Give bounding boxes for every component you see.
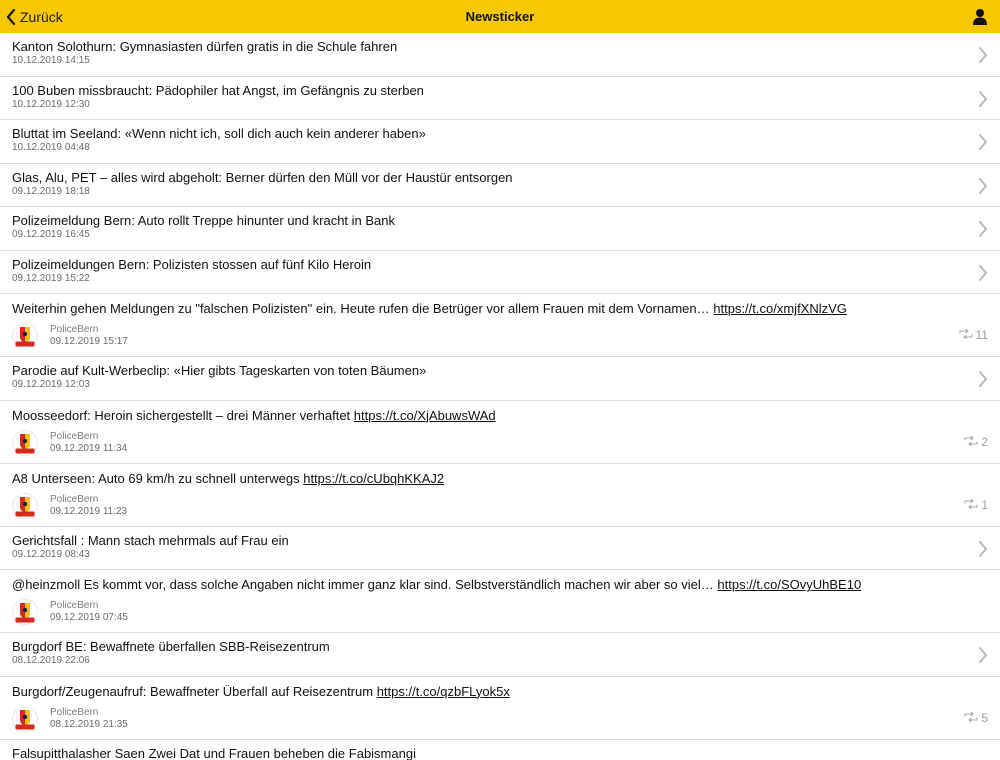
tweet-date: 09.12.2019 07:45 bbox=[50, 612, 128, 623]
retweet-icon bbox=[964, 435, 981, 449]
chevron-right-icon bbox=[978, 47, 988, 68]
chevron-right-icon bbox=[978, 541, 988, 562]
page-title: Newsticker bbox=[465, 9, 535, 24]
chevron-right-icon bbox=[978, 265, 988, 286]
tweet-date: 09.12.2019 11:34 bbox=[50, 442, 128, 454]
tweet-text: Moosseedorf: Heroin sichergestellt – drei Männer verhaftet https://t.co/XjAbuwsWAd bbox=[12, 407, 496, 423]
retweet-count: 5 bbox=[964, 711, 988, 725]
news-row[interactable] bbox=[0, 33, 1000, 77]
news-title: Polizeimeldung Bern: Auto rollt Treppe hinunter und kracht in Bank bbox=[12, 213, 396, 228]
news-title: Burgdorf BE: Bewaffnete überfallen SBB-Reisezentrum bbox=[12, 639, 330, 654]
news-date: 10.12.2019 04:48 bbox=[12, 142, 90, 153]
back-label: Zurück bbox=[20, 8, 63, 25]
news-row[interactable] bbox=[0, 77, 1000, 121]
tweet-author: PoliceBern bbox=[50, 706, 99, 718]
news-title: Polizeimeldungen Bern: Polizisten stossen auf fünf Kilo Heroin bbox=[12, 256, 372, 272]
retweet-count: 1 bbox=[964, 498, 988, 512]
tweet-date: 09.12.2019 11:23 bbox=[50, 505, 128, 517]
chevron-right-icon bbox=[978, 221, 988, 242]
news-title: Glas, Alu, PET – alles wird abgeholt: Berner dürfen den Müll vor der Haustür entsorgen bbox=[12, 169, 513, 185]
retweet-icon bbox=[964, 711, 981, 725]
news-title: 100 Buben missbraucht: Pädophiler hat Angst, im Gefängnis zu sterben bbox=[12, 82, 424, 98]
tweet-row[interactable] bbox=[0, 294, 1000, 357]
news-date: 08.12.2019 22:06 bbox=[12, 655, 90, 666]
tweet-author: PoliceBern bbox=[50, 493, 99, 505]
police-bern-logo bbox=[12, 323, 38, 349]
news-date: 10.12.2019 14:15 bbox=[12, 55, 90, 66]
news-date: 09.12.2019 18:18 bbox=[12, 185, 90, 197]
chevron-right-icon bbox=[978, 647, 988, 668]
person-icon[interactable] bbox=[972, 8, 988, 25]
tweet-link[interactable]: https://t.co/cUbqhKKAJ2 bbox=[303, 470, 445, 486]
chevron-right-icon bbox=[978, 178, 988, 199]
tweet-date: 08.12.2019 21:35 bbox=[50, 718, 128, 730]
tweet-row[interactable] bbox=[0, 464, 1000, 527]
news-row[interactable] bbox=[0, 164, 1000, 208]
chevron-right-icon bbox=[978, 371, 988, 392]
retweet-icon bbox=[959, 328, 976, 342]
news-title: Gerichtsfall : Mann stach mehrmals auf Frau ein bbox=[12, 532, 289, 548]
navigation-bar bbox=[0, 0, 1000, 33]
news-date: 10.12.2019 12:30 bbox=[12, 98, 90, 110]
tweet-row[interactable] bbox=[0, 570, 1000, 633]
news-row[interactable] bbox=[0, 527, 1000, 571]
tweet-link[interactable]: https://t.co/SOvyUhBE10 bbox=[717, 577, 862, 592]
retweet-count: 11 bbox=[959, 328, 988, 342]
news-title: Parodie auf Kult-Werbeclip: «Hier gibts Tageskarten von toten Bäumen» bbox=[12, 363, 427, 378]
tweet-author: PoliceBern bbox=[50, 324, 99, 335]
news-row[interactable] bbox=[0, 357, 1000, 401]
retweet-count: 2 bbox=[964, 435, 988, 449]
news-row[interactable] bbox=[0, 251, 1000, 295]
chevron-left-icon bbox=[6, 9, 16, 25]
police-bern-logo bbox=[12, 493, 38, 519]
news-row[interactable] bbox=[0, 633, 1000, 677]
chevron-right-icon bbox=[978, 134, 988, 155]
tweet-row[interactable] bbox=[0, 401, 1000, 464]
tweet-author: PoliceBern bbox=[50, 430, 99, 442]
back-button[interactable] bbox=[6, 0, 63, 33]
police-bern-logo bbox=[12, 430, 38, 456]
news-date: 09.12.2019 08:43 bbox=[12, 548, 90, 560]
news-title: Bluttat im Seeland: «Wenn nicht ich, soll dich auch kein anderer haben» bbox=[12, 126, 426, 141]
tweet-text: A8 Unterseen: Auto 69 km/h zu schnell unterwegs https://t.co/cUbqhKKAJ2 bbox=[12, 470, 445, 486]
chevron-right-icon bbox=[978, 91, 988, 112]
tweet-link[interactable]: https://t.co/xmjfXNlzVG bbox=[713, 301, 847, 316]
tweet-author: PoliceBern bbox=[50, 600, 99, 611]
tweet-link[interactable]: https://t.co/XjAbuwsWAd bbox=[353, 407, 496, 423]
news-date: 09.12.2019 12:03 bbox=[12, 379, 90, 390]
tweet-row[interactable] bbox=[0, 677, 1000, 740]
news-row[interactable] bbox=[0, 120, 1000, 164]
news-date: 09.12.2019 16:45 bbox=[12, 229, 90, 240]
news-title: Falsupitthalasher Saen Zwei Dat und Frauen beheben die Fabismangi bbox=[12, 745, 416, 760]
tweet-text: @heinzmoll Es kommt vor, dass solche Angaben nicht immer ganz klar sind. Selbstverständlich machen wir aber so viel… https://t.co/SOvyUhBE10 bbox=[12, 577, 862, 592]
tweet-link[interactable]: https://t.co/qzbFLyok5x bbox=[376, 683, 510, 699]
newsticker-list bbox=[0, 33, 1000, 760]
police-bern-logo bbox=[12, 706, 38, 732]
police-bern-logo bbox=[12, 599, 38, 625]
news-title: Kanton Solothurn: Gymnasiasten dürfen gratis in die Schule fahren bbox=[12, 39, 398, 54]
tweet-text: Burgdorf/Zeugenaufruf: Bewaffneter Überfall auf Reisezentrum https://t.co/qzbFLyok5x bbox=[12, 683, 510, 699]
retweet-icon bbox=[964, 498, 981, 512]
news-date: 09.12.2019 15:22 bbox=[12, 272, 90, 284]
tweet-date: 09.12.2019 15:17 bbox=[50, 336, 128, 347]
tweet-text: Weiterhin gehen Meldungen zu "falschen Polizisten" ein. Heute rufen die Betrüger vor allem Frauen mit dem Vornamen… https://t.co/xmjfXNlzVG bbox=[12, 301, 847, 316]
news-row[interactable] bbox=[0, 207, 1000, 251]
